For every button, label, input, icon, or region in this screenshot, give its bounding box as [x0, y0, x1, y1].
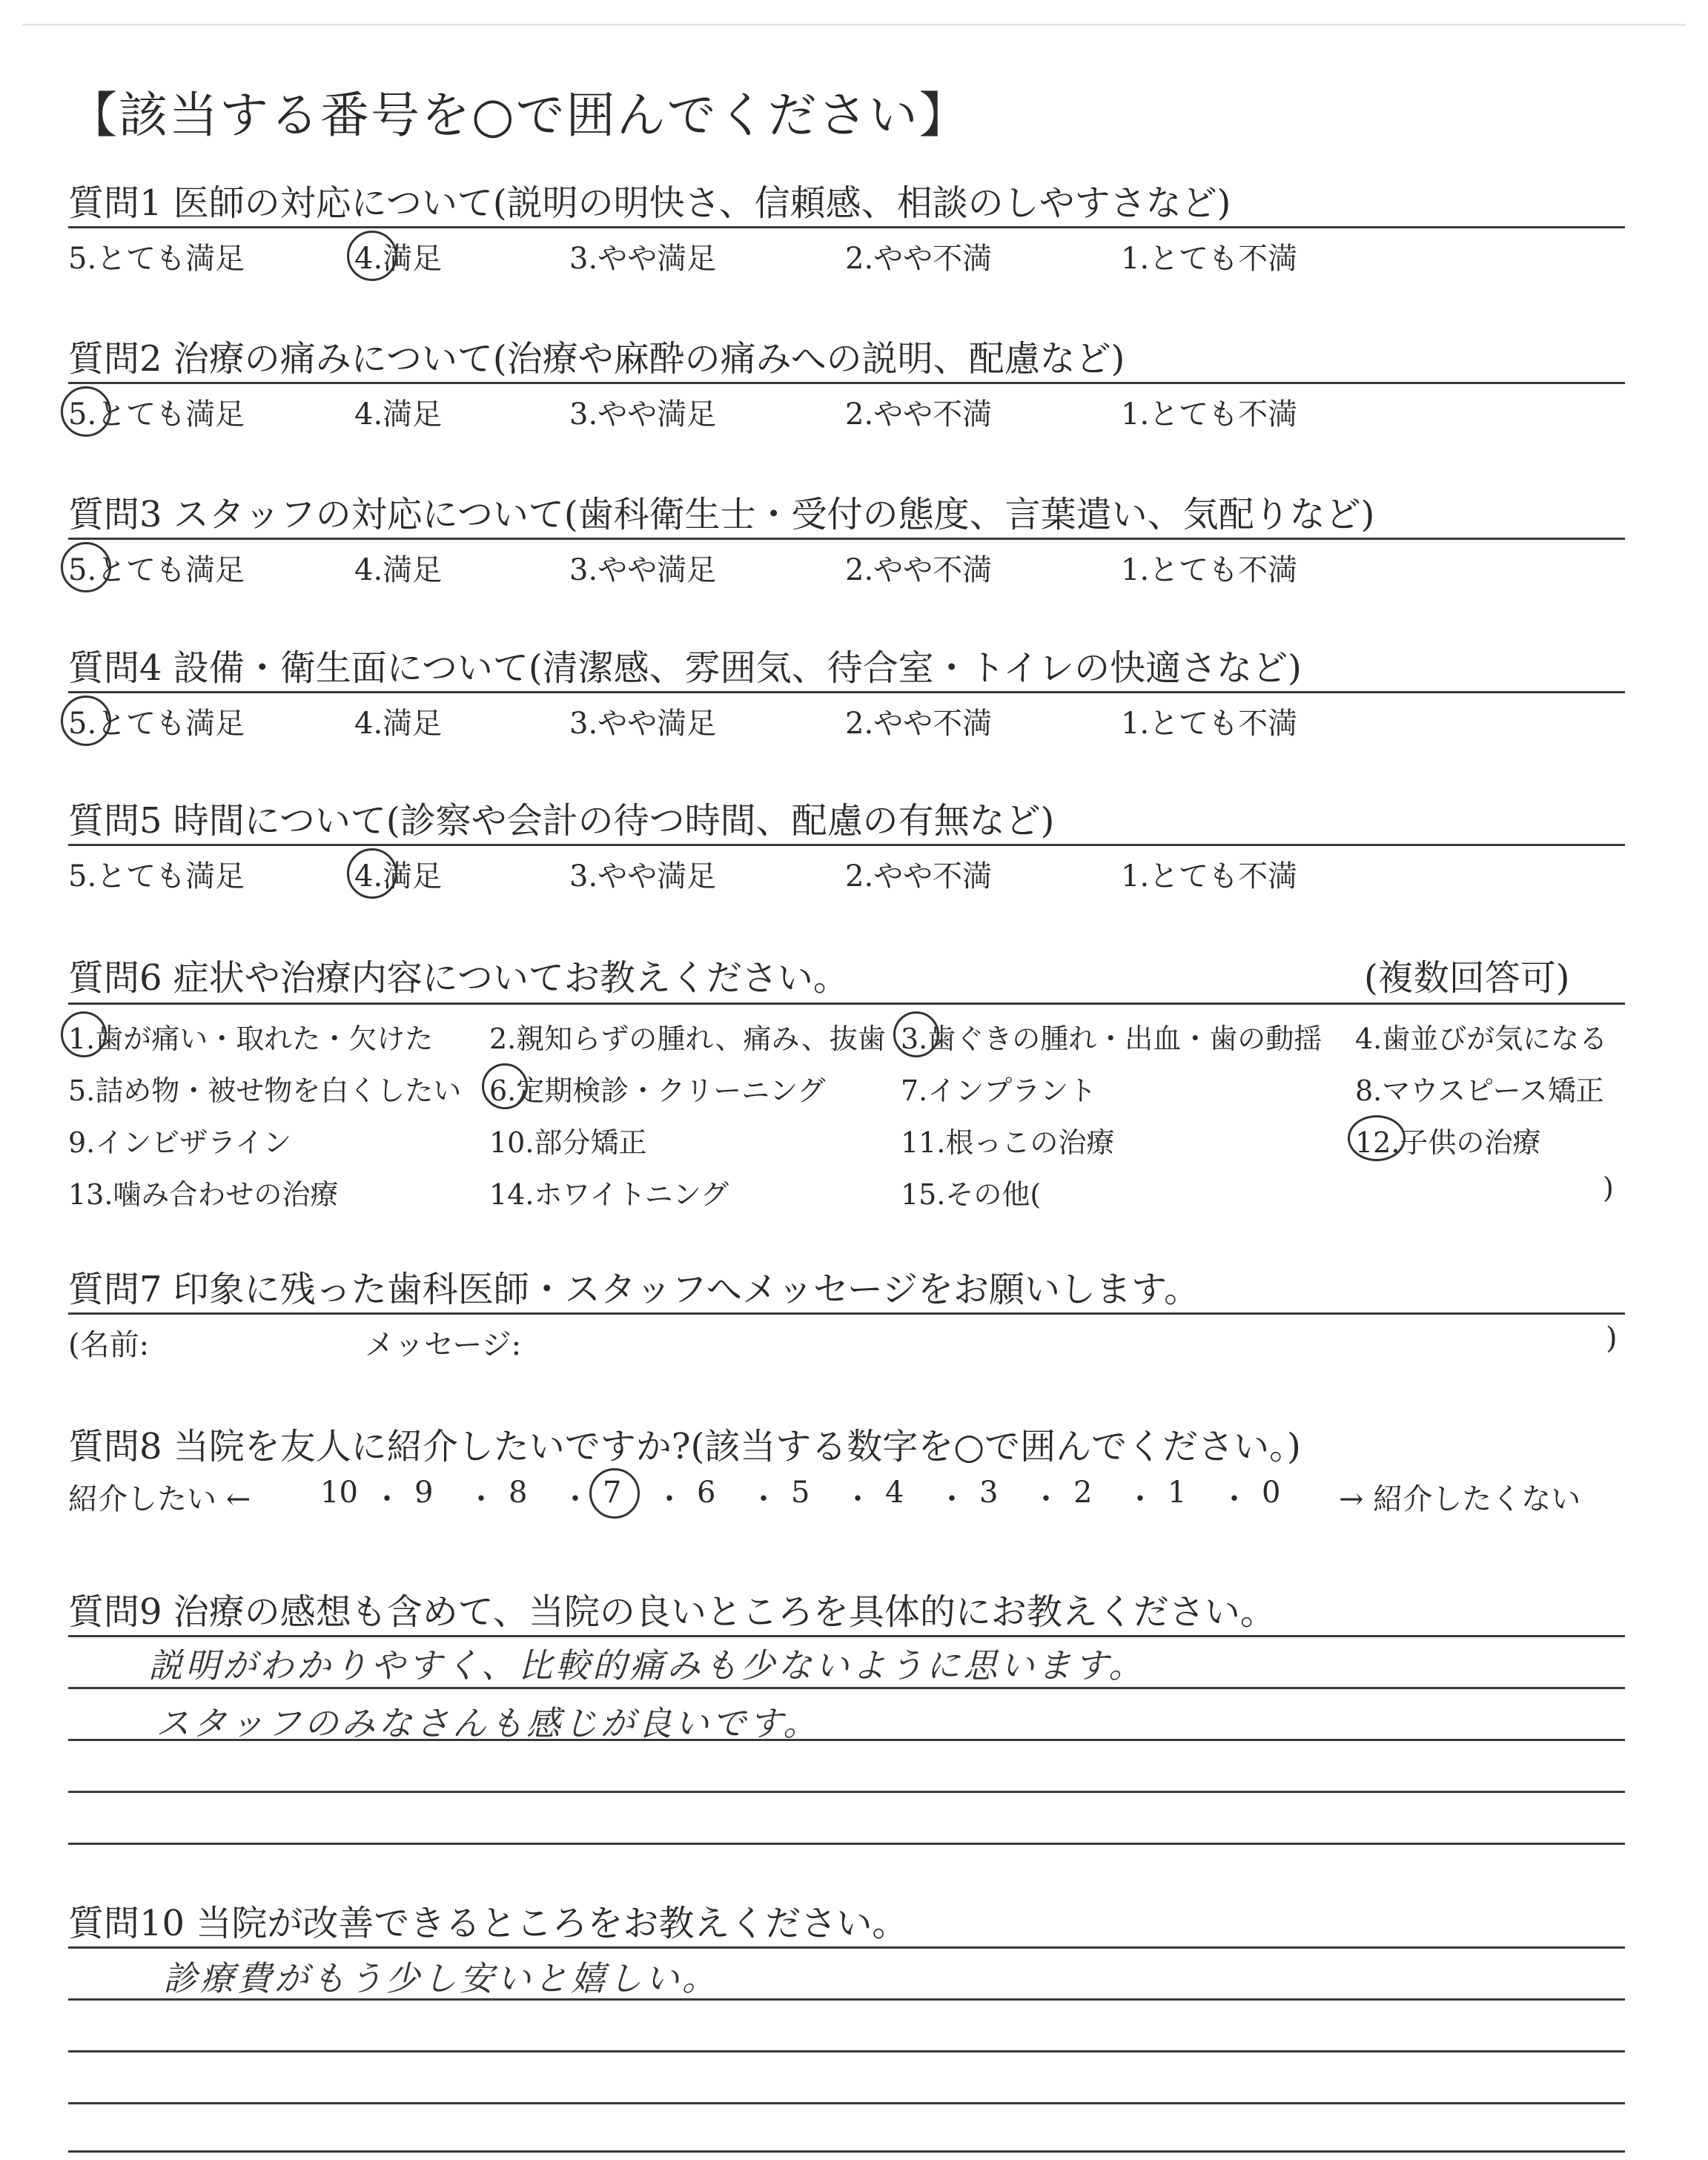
- q6-option[interactable]: 6.定期検診・クリーニング: [489, 1074, 826, 1107]
- rating-option[interactable]: [354, 391, 442, 433]
- q6-title: 質問6 症状や治療内容についてお教えください。: [68, 957, 849, 999]
- q7-name-label: (名前:: [68, 1328, 150, 1362]
- rating-question-title: 質問5 時間について(診察や会計の待つ時間、配慮の有無など): [68, 800, 1055, 842]
- q6-option[interactable]: 3.歯ぐきの腫れ・出血・歯の動揺: [901, 1023, 1323, 1055]
- rating-option-label: 4.満足: [354, 707, 443, 741]
- q7-title: 質問7 印象に残った歯科医師・スタッフへメッセージをお願いします。: [68, 1269, 1200, 1310]
- rating-question-rule: [68, 691, 1625, 693]
- q8-scale-value[interactable]: 9: [414, 1476, 434, 1510]
- q6-option[interactable]: 9.インビザライン: [68, 1126, 292, 1159]
- rating-option-label: 2.やや不満: [845, 242, 993, 276]
- rating-option[interactable]: [569, 853, 716, 895]
- q9-line: [68, 1635, 1625, 1637]
- q8-right-label: → 紹介したくない: [1339, 1482, 1581, 1516]
- rating-option[interactable]: [1121, 546, 1297, 589]
- rating-question-title: 質問2 治療の痛みについて(治療や麻酔の痛みへの説明、配慮など): [68, 338, 1125, 380]
- q8-scale-separator: ・: [843, 1482, 873, 1516]
- q10-line: [68, 1946, 1625, 1949]
- rating-option[interactable]: [845, 700, 992, 742]
- q7-message-label: メッセージ:: [365, 1328, 522, 1362]
- rating-option[interactable]: [68, 546, 245, 589]
- q8-scale-value[interactable]: 4: [885, 1476, 904, 1510]
- rating-option-label: 2.やや不満: [845, 859, 993, 894]
- rating-option[interactable]: [569, 235, 716, 277]
- q6-option[interactable]: 12.子供の治療: [1355, 1126, 1541, 1159]
- rating-option[interactable]: [1121, 853, 1297, 895]
- rating-option[interactable]: [68, 235, 245, 277]
- rating-option-label: 2.やや不満: [845, 707, 993, 741]
- rating-question-rule: [68, 538, 1625, 540]
- q10-line: [68, 2150, 1625, 2153]
- q9-line: [68, 1791, 1625, 1793]
- q8-left-label: 紹介したい ←: [68, 1482, 251, 1516]
- rating-option[interactable]: [1121, 700, 1297, 742]
- q6-option[interactable]: 15.その他(: [901, 1178, 1042, 1211]
- rating-option-label: 1.とても不満: [1121, 553, 1298, 587]
- rating-question-title: 質問4 設備・衛生面について(清潔感、雰囲気、待合室・トイレの快適さなど): [68, 647, 1302, 689]
- selected-circle-icon: [61, 1011, 107, 1057]
- rating-question-rule: [68, 382, 1625, 384]
- rating-option[interactable]: [569, 391, 716, 433]
- q9-answer-line: スタッフのみなさんも感じが良いです。: [156, 1703, 821, 1743]
- q8-scale-value[interactable]: 1: [1168, 1476, 1187, 1510]
- rating-option-label: 4.満足: [354, 242, 443, 276]
- q8-scale-value[interactable]: 5: [791, 1476, 810, 1510]
- rating-option-label: 3.やや満足: [569, 242, 717, 276]
- q8-scale-value[interactable]: 6: [697, 1476, 716, 1510]
- q8-scale-value[interactable]: 2: [1073, 1476, 1093, 1510]
- rating-question-rule: [68, 226, 1625, 228]
- q8-scale-separator: ・: [560, 1482, 590, 1516]
- q6-option[interactable]: 5.詰め物・被せ物を白くしたい: [68, 1074, 462, 1107]
- rating-question-title: 質問3 スタッフの対応について(歯科衛生士・受付の態度、言葉遣い、気配りなど): [68, 494, 1375, 535]
- page-title: 【該当する番号を○で囲んでください】: [68, 87, 970, 144]
- selected-circle-icon: [589, 1468, 640, 1519]
- q8-scale-separator: ・: [466, 1482, 496, 1516]
- rating-option-label: 5.とても満足: [68, 553, 245, 587]
- q6-option[interactable]: 2.親知らずの腫れ、痛み、抜歯: [489, 1023, 886, 1055]
- rating-option[interactable]: [354, 235, 442, 277]
- q6-option[interactable]: 1.歯が痛い・取れた・欠けた: [68, 1023, 434, 1055]
- q8-scale-value[interactable]: 3: [979, 1476, 999, 1510]
- rating-option[interactable]: [845, 391, 992, 433]
- q8-scale-value[interactable]: 7: [603, 1476, 622, 1510]
- selected-circle-icon: [482, 1063, 528, 1109]
- rating-option[interactable]: [68, 853, 245, 895]
- q7-rule: [68, 1312, 1625, 1315]
- rating-option-label: 1.とても不満: [1121, 397, 1298, 432]
- q7-close-paren: ): [1606, 1321, 1618, 1355]
- rating-option-label: 5.とても満足: [68, 707, 245, 741]
- q10-line: [68, 2102, 1625, 2104]
- q8-scale-value[interactable]: 10: [320, 1476, 358, 1510]
- rating-option[interactable]: [569, 546, 716, 589]
- q8-scale-separator: ・: [372, 1482, 402, 1516]
- q8-scale-value[interactable]: 8: [509, 1476, 528, 1510]
- rating-option-label: 5.とても満足: [68, 859, 245, 894]
- q6-option[interactable]: 14.ホワイトニング: [489, 1178, 729, 1211]
- rating-option-label: 3.やや満足: [569, 707, 717, 741]
- q6-option[interactable]: 10.部分矯正: [489, 1126, 647, 1159]
- rating-option[interactable]: [354, 700, 442, 742]
- rating-option-label: 2.やや不満: [845, 397, 993, 432]
- rating-option-label: 3.やや満足: [569, 397, 717, 432]
- q6-option[interactable]: 13.噛み合わせの治療: [68, 1178, 339, 1211]
- rating-option-label: 1.とても不満: [1121, 859, 1298, 894]
- selected-circle-icon: [1348, 1115, 1406, 1161]
- q6-option[interactable]: 8.マウスピース矯正: [1355, 1074, 1604, 1107]
- rating-option-label: 3.やや満足: [569, 553, 717, 587]
- rating-option-label: 4.満足: [354, 859, 443, 894]
- rating-option[interactable]: [68, 391, 245, 433]
- q6-note: (複数回答可): [1364, 957, 1570, 999]
- q10-line: [68, 2050, 1625, 2052]
- q6-other-close-paren: ): [1603, 1172, 1614, 1204]
- q8-scale-separator: ・: [1125, 1482, 1155, 1516]
- rating-option[interactable]: [354, 853, 442, 895]
- rating-option-label: 5.とても満足: [68, 242, 245, 276]
- q8-title: 質問8 当院を友人に紹介したいですか?(該当する数字を○で囲んでください。): [68, 1426, 1301, 1467]
- rating-option[interactable]: [354, 546, 442, 589]
- q6-rule: [68, 1003, 1625, 1005]
- q8-scale-separator: ・: [1219, 1482, 1249, 1516]
- q8-scale-value[interactable]: 0: [1262, 1476, 1281, 1510]
- q6-option[interactable]: 4.歯並びが気になる: [1355, 1023, 1608, 1055]
- selected-circle-icon: [893, 1011, 939, 1057]
- q8-scale-separator: ・: [655, 1482, 684, 1516]
- q8-scale-separator: ・: [749, 1482, 778, 1516]
- rating-option-label: 5.とても満足: [68, 397, 245, 432]
- q10-answer-line: 診療費がもう少し安いと嬉しい。: [163, 1958, 719, 1998]
- rating-option-label: 1.とても不満: [1121, 242, 1298, 276]
- rating-option-label: 4.満足: [354, 397, 443, 432]
- rating-option[interactable]: [68, 700, 245, 742]
- rating-question-rule: [68, 844, 1625, 846]
- rating-option[interactable]: [845, 853, 992, 895]
- rating-option[interactable]: [1121, 235, 1297, 277]
- q9-title: 質問9 治療の感想も含めて、当院の良いところを具体的にお教えください。: [68, 1591, 1276, 1633]
- q9-answer-line: 説明がわかりやすく、比較的痛みも少ないように思います。: [148, 1645, 1146, 1685]
- q6-option[interactable]: 7.インプラント: [901, 1074, 1097, 1107]
- rating-option[interactable]: [845, 235, 992, 277]
- rating-question-title: 質問1 医師の対応について(説明の明快さ、信頼感、相談のしやすさなど): [68, 182, 1231, 224]
- q10-title: 質問10 当院が改善できるところをお教えください。: [68, 1903, 908, 1944]
- rating-option-label: 2.やや不満: [845, 553, 993, 587]
- rating-option-label: 3.やや満足: [569, 859, 717, 894]
- rating-option-label: 4.満足: [354, 553, 443, 587]
- rating-option[interactable]: [845, 546, 992, 589]
- q6-option[interactable]: 11.根っこの治療: [901, 1126, 1115, 1159]
- rating-option[interactable]: [569, 700, 716, 742]
- rating-option[interactable]: [1121, 391, 1297, 433]
- top-border: [22, 24, 1686, 26]
- q8-scale-separator: ・: [937, 1482, 967, 1516]
- rating-option-label: 1.とても不満: [1121, 707, 1298, 741]
- q9-line: [68, 1843, 1625, 1845]
- q8-scale-separator: ・: [1031, 1482, 1061, 1516]
